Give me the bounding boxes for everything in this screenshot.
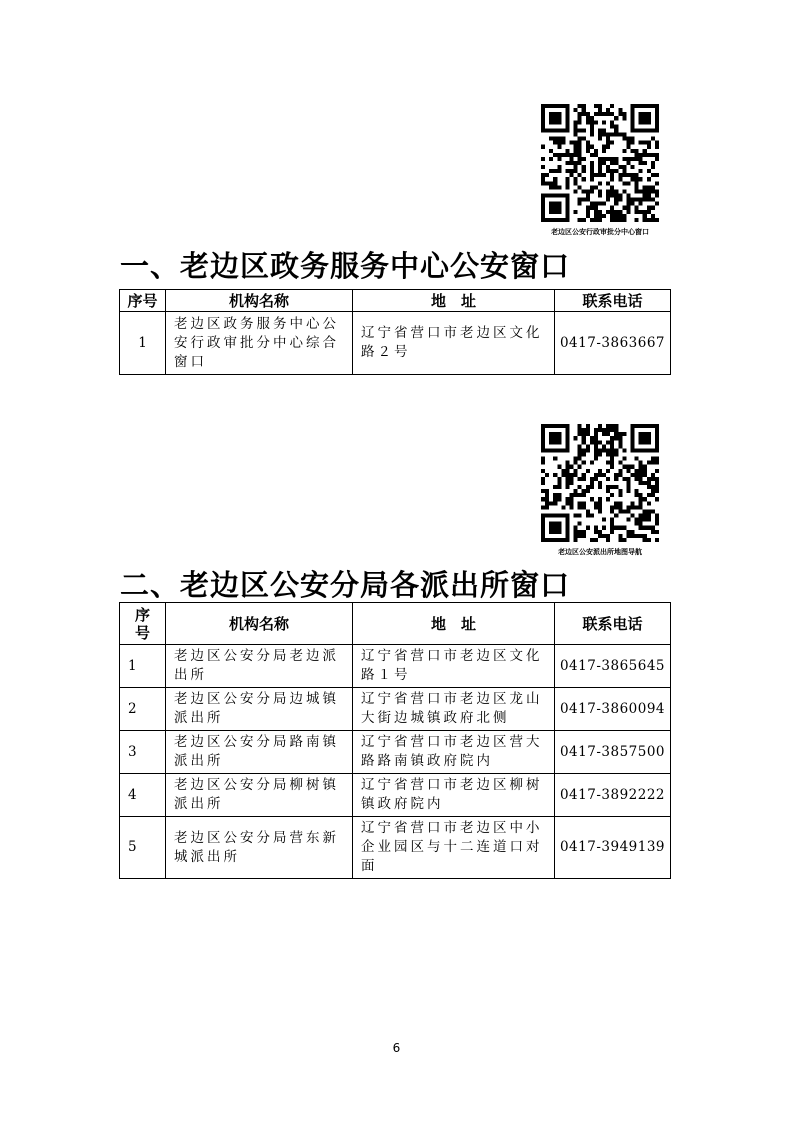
section-heading: 一、老边区政务服务中心公安窗口: [120, 249, 571, 283]
row-no: 3: [120, 731, 166, 774]
row-phone: 0417-3949139: [555, 817, 671, 879]
row-phone: 0417-3860094: [555, 688, 671, 731]
table-row: [120, 774, 671, 817]
row-name: 老边区公安分局边城镇派出所: [166, 688, 353, 731]
row-name: 老边区公安分局柳树镇派出所: [166, 774, 353, 817]
table-row: [120, 688, 671, 731]
header-address: 地 址: [353, 290, 555, 312]
row-phone: 0417-3863667: [555, 312, 671, 375]
table-header-row: [120, 290, 671, 312]
header-no: [120, 603, 166, 645]
table-row: [120, 645, 671, 688]
row-address: 辽宁省营口市老边区文化路１号: [353, 645, 555, 688]
row-name: 老边区公安分局营东新城派出所: [166, 817, 353, 879]
row-phone: 0417-3857500: [555, 731, 671, 774]
header-name: 机构名称: [166, 603, 353, 645]
table-row: [120, 731, 671, 774]
table-row: [120, 312, 671, 375]
row-address: 辽宁省营口市老边区文化路２号: [353, 312, 555, 375]
table-header-row: [120, 603, 671, 645]
qr-caption: 老边区公安行政审批分中心窗口: [551, 228, 649, 236]
row-phone: 0417-3892222: [555, 774, 671, 817]
header-address: 地 址: [353, 603, 555, 645]
qr-code-icon: [541, 424, 659, 542]
row-no: 5: [120, 817, 166, 879]
page-number: 6: [392, 1041, 401, 1055]
row-name: 老边区公安分局老边派出所: [166, 645, 353, 688]
office-table: [119, 289, 671, 375]
row-no: 2: [120, 688, 166, 731]
table-row: [120, 817, 671, 879]
header-name: 机构名称: [166, 290, 353, 312]
row-no: 4: [120, 774, 166, 817]
row-name: 老边区政务服务中心公安行政审批分中心综合窗口: [166, 312, 353, 375]
row-address: 辽宁省营口市老边区营大路路南镇政府院内: [353, 731, 555, 774]
station-table: [119, 602, 671, 879]
header-phone: 联系电话: [555, 290, 671, 312]
row-name: 老边区公安分局路南镇派出所: [166, 731, 353, 774]
header-no: 序号: [120, 290, 166, 312]
qr-code-icon: [541, 104, 659, 222]
header-no-text: 序号: [134, 605, 150, 642]
row-address: 辽宁省营口市老边区柳树镇政府院内: [353, 774, 555, 817]
row-address: 辽宁省营口市老边区龙山大街边城镇政府北侧: [353, 688, 555, 731]
row-no: 1: [120, 312, 166, 375]
header-phone: 联系电话: [555, 603, 671, 645]
section-heading: 二、老边区公安分局各派出所窗口: [120, 568, 571, 602]
qr-caption: 老边区公安派出所地图导航: [558, 548, 642, 556]
row-no: 1: [120, 645, 166, 688]
row-phone: 0417-3865645: [555, 645, 671, 688]
row-address: 辽宁省营口市老边区中小企业园区与十二连道口对面: [353, 817, 555, 879]
